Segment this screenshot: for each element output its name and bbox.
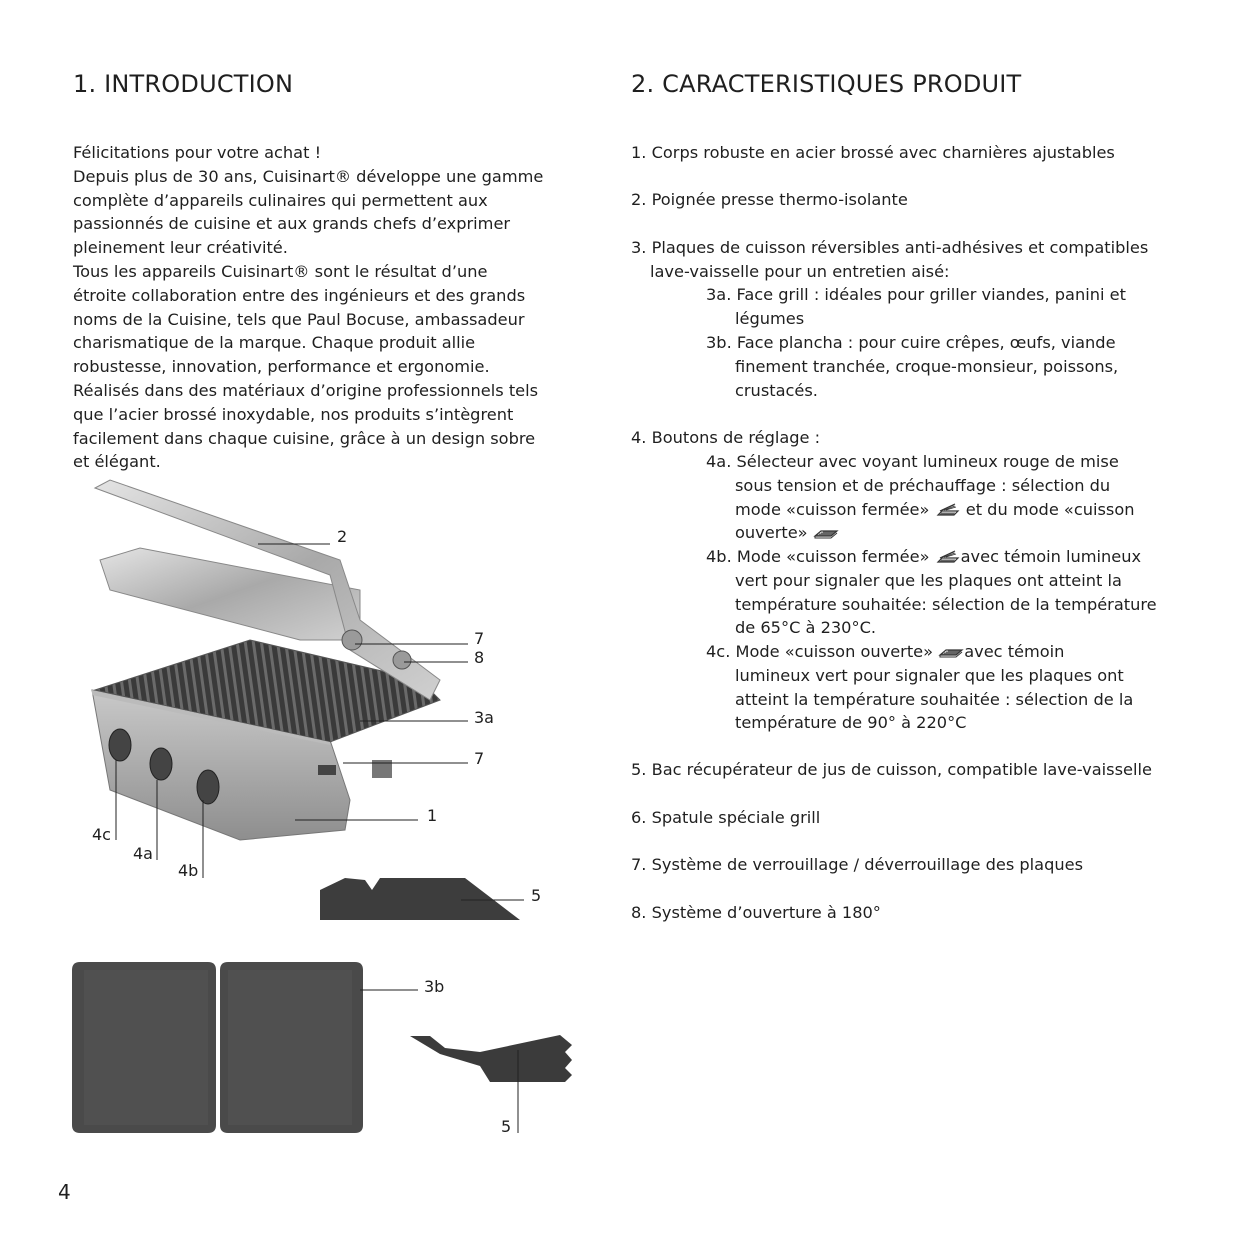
- feature-4b-line-4: de 65°C à 230°C.: [735, 618, 877, 638]
- drip-tray-illustration: [320, 878, 520, 920]
- feature-4b-line-3: température souhaitée: sélection de la température: [735, 594, 1157, 614]
- intro-line: charismatique de la marque. Chaque produit allie: [73, 333, 476, 353]
- feature-3a-line-2: légumes: [735, 308, 805, 328]
- callout-7: 7: [474, 749, 485, 768]
- callout-5: 5: [531, 886, 542, 905]
- feature-4b-line-2: vert pour signaler que les plaques ont atteint la: [735, 570, 1122, 590]
- intro-line: Tous les appareils Cuisinart® sont le résultat d’une: [73, 261, 488, 281]
- intro-line: robustesse, innovation, performance et ergonomie.: [73, 357, 490, 377]
- feature-5: 5. Bac récupérateur de jus de cuisson, compatible lave-vaisselle: [631, 760, 1152, 779]
- grill-illustration: [92, 480, 440, 840]
- intro-line: que l’acier brossé inoxydable, nos produits s’intègrent: [73, 404, 514, 424]
- callout-2: 2: [337, 527, 348, 546]
- intro-line: passionnés de cuisine et aux grands chefs d’exprimer: [73, 214, 511, 234]
- feature-4c-line-4: température de 90° à 220°C: [735, 713, 967, 733]
- closed-mode-text: mode «cuisson fermée»: [735, 499, 930, 519]
- feature-3-line-1: 3. Plaques de cuisson réversibles anti-adhésives et compatibles: [631, 238, 1149, 257]
- callout-4c: 4c: [92, 825, 111, 844]
- callout-4b: 4b: [178, 861, 199, 880]
- feature-4b-text-end: avec témoin lumineux: [960, 547, 1142, 566]
- intro-line: complète d’appareils culinaires qui permettent aux: [73, 190, 488, 210]
- feature-3b-line-1: 3b. Face plancha : pour cuire crêpes, œufs, viande: [706, 333, 1116, 352]
- open-mode-text-end: ouverte»: [735, 523, 808, 543]
- intro-line: noms de la Cuisine, tels que Paul Bocuse, ambassadeur: [73, 309, 525, 329]
- callout-7: 7: [474, 629, 485, 648]
- spatula-illustration: [410, 1035, 572, 1082]
- intro-line: et élégant.: [73, 452, 161, 472]
- feature-4b-text: 4b. Mode «cuisson fermée»: [706, 547, 930, 566]
- feature-3b-line-3: crustacés.: [735, 380, 818, 400]
- feature-2: 2. Poignée presse thermo-isolante: [631, 190, 908, 209]
- page-number: 4: [58, 1180, 71, 1204]
- feature-3-line-2: lave-vaisselle pour un entretien aisé:: [650, 261, 950, 281]
- open-mode-text: et du mode «cuisson: [965, 499, 1135, 519]
- intro-line: Réalisés dans des matériaux d’origine professionnels tels: [73, 380, 539, 400]
- feature-1: 1. Corps robuste en acier brossé avec charnières ajustables: [631, 143, 1115, 162]
- intro-line: Depuis plus de 30 ans, Cuisinart® développe une gamme: [73, 166, 544, 186]
- intro-line: étroite collaboration entre des ingénieurs et des grands: [73, 285, 526, 305]
- feature-4c-line-2: lumineux vert pour signaler que les plaques ont: [735, 665, 1124, 685]
- feature-7: 7. Système de verrouillage / déverrouillage des plaques: [631, 855, 1084, 874]
- feature-4a-line-2: sous tension et de préchauffage : sélection du: [735, 475, 1111, 495]
- callout-3b: 3b: [424, 977, 445, 996]
- callout-8: 8: [474, 648, 485, 667]
- features-heading: 2. CARACTERISTIQUES PRODUIT: [631, 70, 1022, 98]
- feature-4c-text: 4c. Mode «cuisson ouverte»: [706, 642, 934, 661]
- feature-3a-line-1: 3a. Face grill : idéales pour griller viandes, panini et: [706, 285, 1126, 304]
- intro-heading: 1. INTRODUCTION: [73, 70, 294, 98]
- callout-3a: 3a: [474, 708, 494, 727]
- feature-3b-line-2: finement tranchée, croque-monsieur, poissons,: [735, 356, 1119, 376]
- callout-1: 1: [427, 806, 438, 825]
- intro-line: Félicitations pour votre achat !: [73, 143, 322, 162]
- feature-4a-line-1: 4a. Sélecteur avec voyant lumineux rouge de mise: [706, 452, 1119, 471]
- feature-4c-line-3: atteint la température souhaitée : sélection de la: [735, 689, 1134, 709]
- callout-5: 5: [501, 1117, 512, 1136]
- feature-4: 4. Boutons de réglage :: [631, 428, 821, 447]
- feature-4c-text-end: avec témoin: [964, 642, 1065, 661]
- plates-illustration: [72, 962, 363, 1133]
- feature-6: 6. Spatule spéciale grill: [631, 808, 821, 827]
- intro-line: facilement dans chaque cuisine, grâce à un design sobre: [73, 428, 536, 448]
- feature-8: 8. Système d’ouverture à 180°: [631, 903, 881, 922]
- intro-line: pleinement leur créativité.: [73, 238, 288, 258]
- callout-4a: 4a: [133, 844, 153, 863]
